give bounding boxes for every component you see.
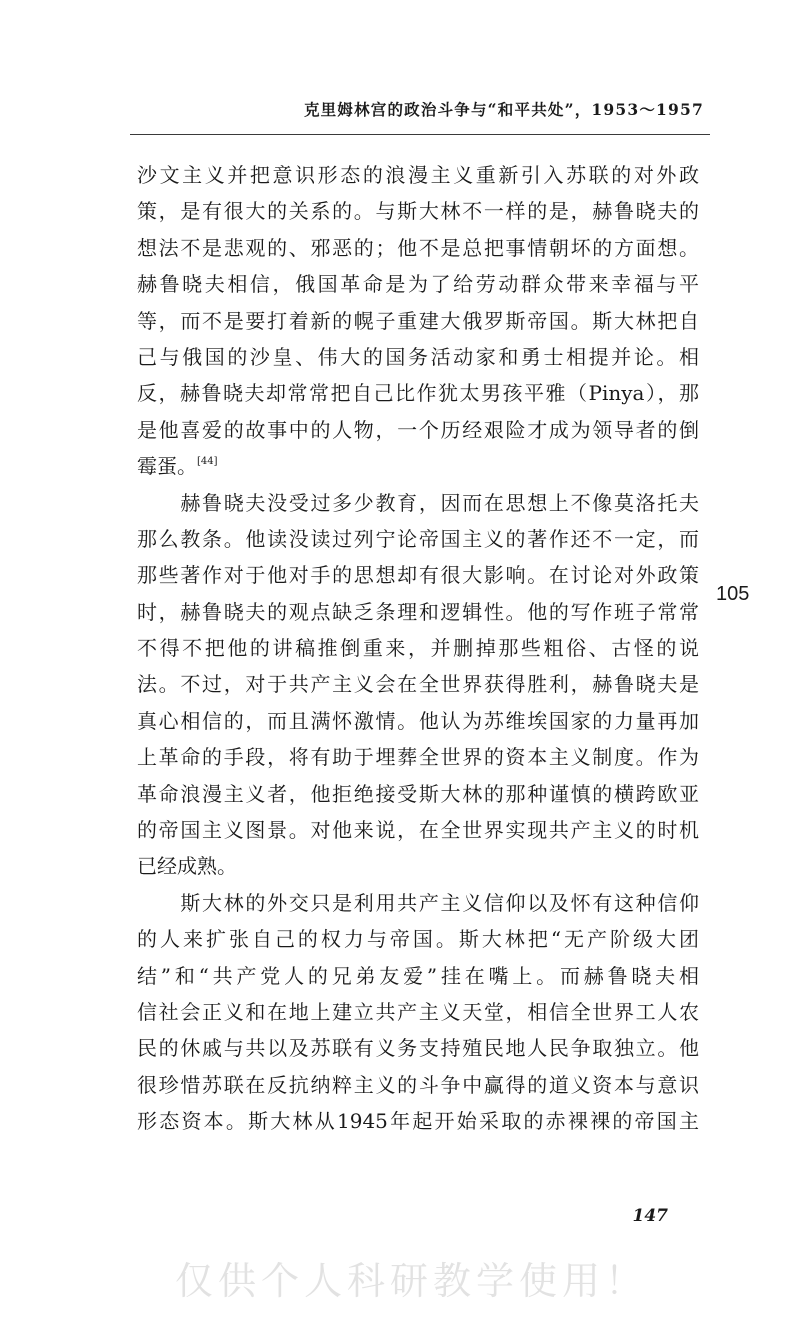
text-line: 那么教条。他读没读过列宁论帝国主义的著作还不一定，而 xyxy=(137,526,699,551)
text-line: 想法不是悲观的、邪恶的；他不是总把事情朝坏的方面想。 xyxy=(137,235,699,260)
text-line: 是他喜爱的故事中的人物，一个历经艰险才成为领导者的倒 xyxy=(137,417,699,442)
page-number: 147 xyxy=(632,1206,668,1226)
text-line: 等，而不是要打着新的幌子重建大俄罗斯帝国。斯大林把自 xyxy=(137,308,699,333)
watermark: 仅供个人科研教学使用！ xyxy=(175,1259,649,1303)
header-rule xyxy=(130,134,710,135)
text-line: 已经成熟。 xyxy=(137,854,237,879)
text-line: 很珍惜苏联在反抗纳粹主义的斗争中赢得的道义资本与意识 xyxy=(137,1072,699,1097)
text-line: 反，赫鲁晓夫却常常把自己比作犹太男孩平雅（Pinya），那 xyxy=(137,381,699,406)
running-header: 克里姆林宫的政治斗争与“和平共处”，1953～1957 xyxy=(303,100,704,119)
text-line: 形态资本。斯大林从1945年起开始采取的赤裸裸的帝国主 xyxy=(137,1109,699,1134)
text-line: 时，赫鲁晓夫的观点缺乏条理和逻辑性。他的写作班子常常 xyxy=(137,599,699,624)
text-line xyxy=(137,448,699,484)
text-line: 策，是有很大的关系的。与斯大林不一样的是，赫鲁晓夫的 xyxy=(137,199,699,224)
margin-page-reference: 105 xyxy=(716,583,750,605)
text-line: 法。不过，对于共产主义会在全世界获得胜利，赫鲁晓夫是 xyxy=(137,672,699,697)
text-line: 那些著作对于他对手的思想却有很大影响。在讨论对外政策 xyxy=(137,563,699,588)
text-line: 己与俄国的沙皇、伟大的国务活动家和勇士相提并论。相 xyxy=(137,344,699,369)
text-line: 的帝国主义图景。对他来说，在全世界实现共产主义的时机 xyxy=(137,818,699,843)
text-line: 不得不把他的讲稿推倒重来，并删掉那些粗俗、古怪的说 xyxy=(137,636,699,661)
text-line: 的人来扩张自己的权力与帝国。斯大林把“无产阶级大团 xyxy=(137,927,699,952)
body-text xyxy=(137,157,699,1140)
text-line: 结”和“共产党人的兄弟友爱”挂在嘴上。而赫鲁晓夫相 xyxy=(137,963,699,988)
footnote-reference: [44] xyxy=(197,456,218,468)
text-line-content: 霉蛋。 xyxy=(137,454,197,479)
text-line: 斯大林的外交只是利用共产主义信仰以及怀有这种信仰 xyxy=(137,890,699,915)
text-line: 信社会正义和在地上建立共产主义天堂，相信全世界工人农 xyxy=(137,999,699,1024)
text-line: 赫鲁晓夫相信，俄国革命是为了给劳动群众带来幸福与平 xyxy=(137,272,699,297)
text-line: 民的休戚与共以及苏联有义务支持殖民地人民争取独立。他 xyxy=(137,1036,699,1061)
text-line: 上革命的手段，将有助于埋葬全世界的资本主义制度。作为 xyxy=(137,745,699,770)
text-line: 沙文主义并把意识形态的浪漫主义重新引入苏联的对外政 xyxy=(137,163,699,187)
text-line: 革命浪漫主义者，他拒绝接受斯大林的那种谨慎的横跨欧亚 xyxy=(137,781,699,806)
text-line: 真心相信的，而且满怀激情。他认为苏维埃国家的力量再加 xyxy=(137,708,699,733)
text-line: 赫鲁晓夫没受过多少教育，因而在思想上不像莫洛托夫 xyxy=(137,490,699,515)
